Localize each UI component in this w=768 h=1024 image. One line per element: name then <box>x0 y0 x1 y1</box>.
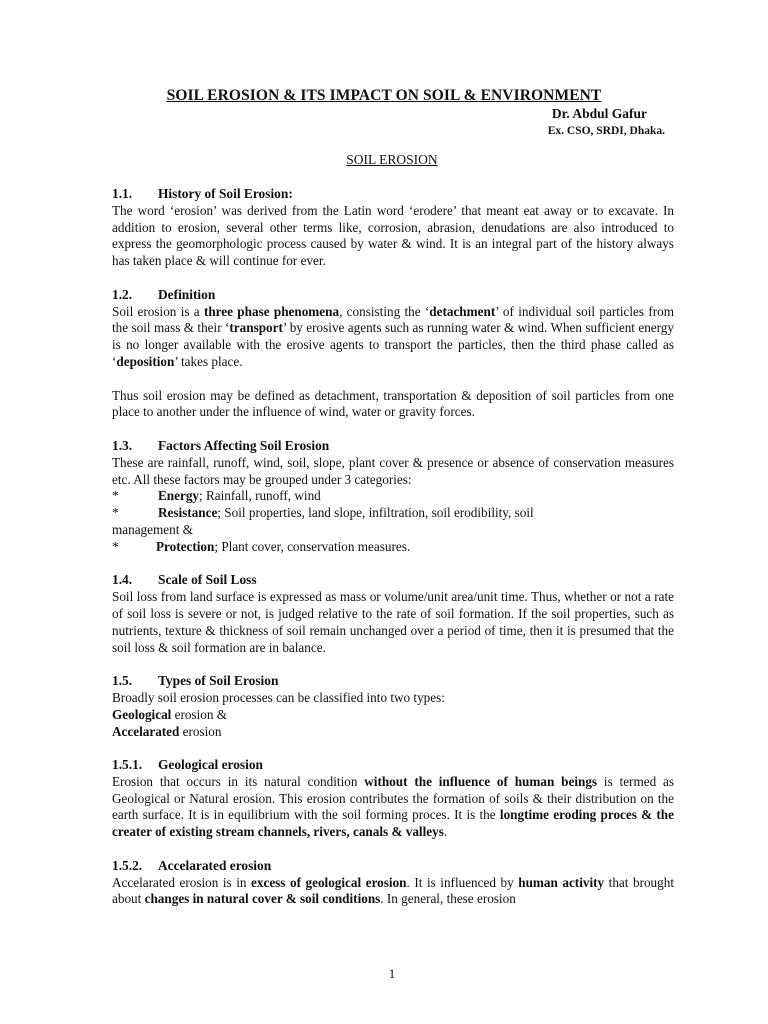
paragraph: Soil loss from land surface is expressed as mass or volume/unit area/unit time. Thus, whether or not a rate of soil loss is severe or not, is judged relative to the rate of soil formation. If the soil properties, such as nutrients, texture & thickness of soil remain unchanged over a period of time, then it is presumed that the soil loss & soil formation are in balance. <box>112 589 674 655</box>
author-affiliation: Ex. CSO, SRDI, Dhaka. <box>547 125 665 137</box>
section-heading <box>112 287 674 304</box>
document-title: SOIL EROSION & ITS IMPACT ON SOIL & ENVIRONMENT <box>166 87 602 104</box>
section-heading-text: Scale of Soil Loss <box>158 572 257 588</box>
section-heading <box>112 438 674 455</box>
erosion-type-item: Geological erosion & <box>112 706 228 722</box>
section-heading-text: History of Soil Erosion: <box>158 186 293 201</box>
section-title: SOIL EROSION <box>346 152 438 167</box>
section-heading <box>112 858 674 875</box>
section-number: 1.5.1. <box>112 757 143 773</box>
section-heading <box>112 757 674 774</box>
paragraph: Soil erosion is a three phase phenomena, consisting the ‘detachment’ of individual soil particles from the soil mass & their ‘transport’ by erosive agents such as running water & wind. When sufficient energy is no longer available with the erosive agents to transport the particles, then the third phase called as ‘deposition’ takes place. <box>112 303 674 369</box>
section-number: 1.4. <box>112 572 133 588</box>
section-heading-text: Accelarated erosion <box>158 857 272 873</box>
section-heading-text: Definition <box>158 286 216 302</box>
section-number: 1.5. <box>112 673 133 689</box>
list-item-continuation: management & <box>112 521 193 537</box>
paragraph: These are rainfall, runoff, wind, soil, slope, plant cover & presence or absence of conservation measures etc. All these factors may be grouped under 3 categories: <box>112 454 674 487</box>
section-number: 1.2. <box>112 286 133 302</box>
document-body <box>112 186 674 908</box>
paragraph: Erosion that occurs in its natural condition without the influence of human beings is termed as Geological or Natural erosion. This erosion contributes the formation of soils & their distribution on the earth surface. It is in equilibrium with the soil forming proces. It is the longtime eroding proces & the creater of existing stream channels, rivers, canals & valleys. <box>112 773 674 840</box>
paragraph: The word ‘erosion’ was derived from the Latin word ‘erodere’ that meant eat away or to excavate. In addition to erosion, several other terms like, corrosion, abrasion, denudations are also introduced to express the geomorphologic process caused by water & wind. It is an integral part of the history always has taken place & will continue for ever. <box>112 202 674 269</box>
list-item: * Energy; Rainfall, runoff, wind <box>112 488 321 504</box>
section-number: 1.3. <box>112 437 133 453</box>
page-number: 1 <box>388 966 396 981</box>
section-heading-text: Geological erosion <box>158 757 264 773</box>
section-heading <box>112 673 674 690</box>
section-number: 1.1. <box>112 186 133 201</box>
paragraph: Thus soil erosion may be defined as detachment, transportation & deposition of soil particles from one place to another under the influence of wind, water or gravity forces. <box>112 387 674 420</box>
list-item: * Protection; Plant cover, conservation measures. <box>112 538 411 554</box>
section-number: 1.5.2. <box>112 857 143 873</box>
paragraph: Broadly soil erosion processes can be classified into two types: <box>112 689 445 705</box>
list-item: * Resistance; Soil properties, land slope, infiltration, soil erodibility, soil <box>112 505 534 521</box>
section-heading-text: Types of Soil Erosion <box>158 673 279 689</box>
author-name: Dr. Abdul Gafur <box>551 106 647 121</box>
section-heading <box>112 572 674 589</box>
section-heading-text: Factors Affecting Soil Erosion <box>158 437 330 453</box>
paragraph: Accelarated erosion is in excess of geological erosion. It is influenced by human activity that brought about changes in natural cover & soil conditions. In general, these erosion <box>112 874 674 907</box>
section-heading <box>112 186 674 203</box>
erosion-type-item: Accelarated erosion <box>112 723 222 739</box>
